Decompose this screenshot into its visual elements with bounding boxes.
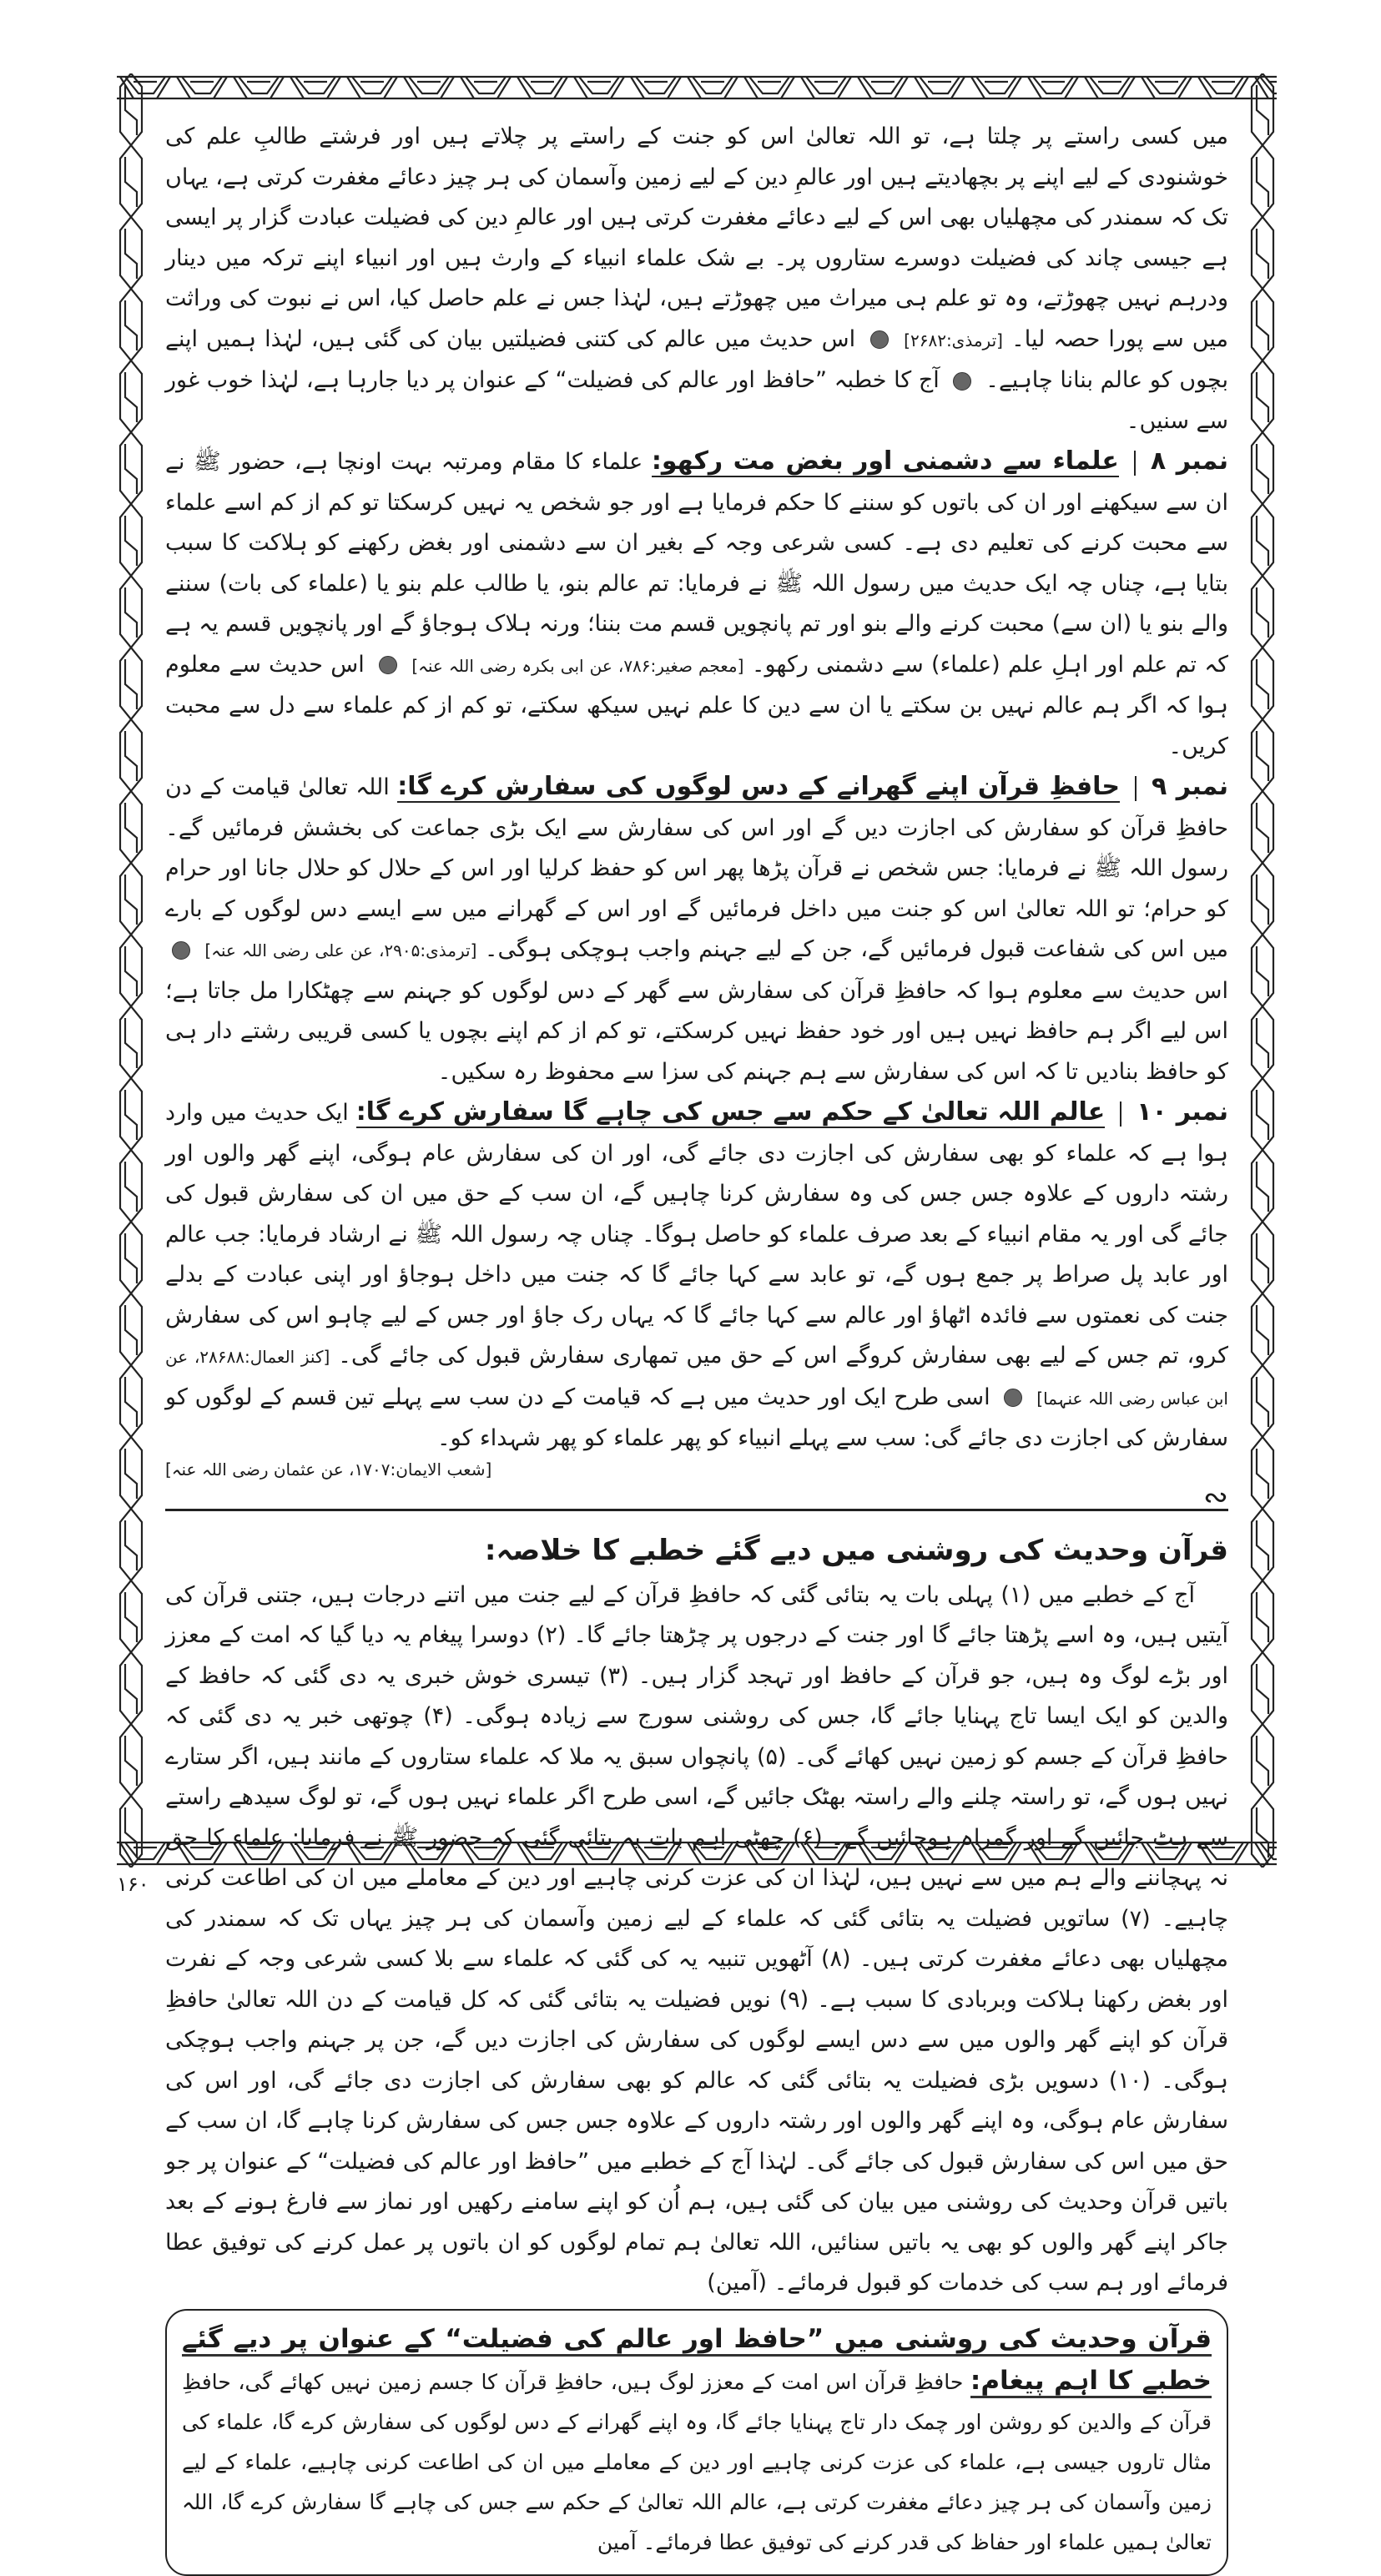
key-message-box <box>165 2309 1228 2576</box>
bullet-icon <box>379 656 397 674</box>
reference-citation: [ترمذی:۲۶۸۲] <box>904 330 1003 350</box>
bullet-icon <box>172 941 190 960</box>
intro-commentary: اس حدیث میں عالم کی کتنی فضیلتیں بیان کی گئی ہیں، لہٰذا ہمیں اپنے بچوں کو عالم بنانا چاہیے۔ <box>165 325 1229 393</box>
page-number: ۱۶۰ <box>117 1873 149 1896</box>
section-text: اللہ تعالیٰ قیامت کے دن حافظِ قرآن کو سفارش کی اجازت دیں گے اور اس کی سفارش سے ایک بڑی جماعت کی بخشش فرمائیں گے۔ رسول اللہ ﷺ نے فرمایا: جس شخص نے قرآن پڑھا پھر اس کو حفظ کرلیا اور اس کے حلال کو حلال جانا اور حرام کو حرام؛ تو اللہ تعالیٰ اس کو جنت میں داخل فرمائیں گے اور اس کے گھرانے میں سے ایسے دس لوگوں کے بارے میں اس کی شفاعت قبول فرمائیں گے، جن کے لیے جہنم واجب ہوچکی ہوگی۔ <box>165 774 1228 962</box>
decorative-border-left <box>117 73 145 1868</box>
bullet-icon <box>1004 1389 1022 1407</box>
section-number: نمبر ۸ <box>1150 446 1228 476</box>
intro-text: میں کسی راستے پر چلتا ہے، تو اللہ تعالیٰ اس کو جنت کے راستے پر چلاتے ہیں اور فرشتے طالبِ علم کی خوشنودی کے لیے اپنے پر بچھادیتے ہیں اور عالمِ دین کے لیے زمین وآسمان کی ہر چیز دعائے مغفرت کرتی ہے، یہاں تک کہ سمندر کی مچھلیاں بھی اس کے لیے دعائے مغفرت کرتی ہیں اور عالمِ دین کی فضیلت عبادت گزار پر ایسی ہے جیسی چاند کی فضیلت دوسرے ستاروں پر۔ بے شک علماء انبیاء کے وارث ہیں اور انبیاء اپنے ترکہ میں دینار ودرہم نہیں چھوڑتے، وہ تو علم ہی میراث میں چھوڑتے ہیں، لہٰذا جس نے علم حاصل کیا، اس نے نبوت کی وراثت میں سے پورا حصہ لیا۔ <box>165 124 1228 352</box>
section-heading: علماء سے دشمنی اور بغض مت رکھو: <box>651 446 1119 476</box>
intro-paragraph <box>165 117 1228 441</box>
intro-sermon-note: آج کا خطبہ ”حافظ اور عالم کی فضیلت“ کے عنوان پر دیا جارہا ہے، لہٰذا خوب غور سے سنیں۔ <box>165 367 1228 434</box>
section-10 <box>165 1092 1228 1459</box>
swirl-ornament-icon: ∾ <box>1202 1480 1228 1515</box>
section-heading: عالم اللہ تعالیٰ کے حکم سے جس کی چاہے گا سفارش کرے گا: <box>355 1097 1106 1127</box>
reference-citation: [ترمذی:۲۹۰۵، عن علی رضی اللہ عنہ] <box>204 940 477 960</box>
bullet-icon <box>953 372 971 391</box>
section-commentary: اس حدیث سے معلوم ہوا کہ اگر ہم عالم نہیں بن سکتے یا ان سے دین کا علم نہیں سیکھ سکتے، تو کم از کم علماء سے دل سے محبت کریں۔ <box>165 651 1228 759</box>
decorative-border-right <box>1248 73 1277 1868</box>
section-number: نمبر ۱۰ <box>1137 1097 1228 1127</box>
section-9 <box>165 767 1228 1092</box>
summary-title: قرآن وحدیث کی روشنی میں دیے گئے خطبے کا خلاصہ: <box>484 1533 1228 1567</box>
section-heading: حافظِ قرآن اپنے گھرانے کے دس لوگوں کی سفارش کرے گا: <box>397 772 1121 801</box>
key-message-paragraph <box>182 2319 1212 2563</box>
section-commentary: اسی طرح ایک اور حدیث میں ہے کہ قیامت کے دن سب سے پہلے تین قسم کے لوگوں کو سفارش کی اجازت دی جائے گی: سب سے پہلے انبیاء کو پھر علماء کو پھر شہداء کو۔ <box>165 1384 1228 1451</box>
section-divider <box>165 1480 1228 1518</box>
section-8 <box>165 441 1228 767</box>
section-commentary: اس حدیث سے معلوم ہوا کہ حافظِ قرآن کی سفارش سے گھر کے دس لوگوں کو جہنم سے چھٹکارا مل جاتا ہے؛ اس لیے اگر ہم حافظ نہیں ہیں اور خود حفظ نہیں کرسکتے، تو کم از کم اپنے بچوں یا کسی قریبی رشتے دار ہی کو حافظ بنادیں تا کہ اس کی سفارش سے ہم جہنم کی سزا سے محفوظ رہ سکیں۔ <box>165 977 1228 1085</box>
key-message-title: قرآن وحدیث کی روشنی میں ”حافظ اور عالم کی فضیلت“ کے عنوان پر دیے گئے خطبے کا اہم پیغام: <box>182 2324 1212 2398</box>
page-content <box>165 117 1229 2554</box>
summary-text: آج کے خطبے میں (۱) پہلی بات یہ بتائی گئی کہ حافظِ قرآن کے لیے جنت میں اتنے درجات ہیں، جتنی قرآن کی آیتیں ہیں، وہ اسے پڑھتا جائے گا اور جنت کے درجوں پر چڑھتا جائے گا۔ (۲) دوسرا پیغام یہ دیا گیا کہ امت کے معزز اور بڑے لوگ وہ ہیں، جو قرآن کے حافظ اور تہجد گزار ہیں۔ (۳) تیسری خوش خبری یہ دی گئی کہ حافظ کے والدین کو ایک ایسا تاج پہنایا جائے گا، جس کی روشنی سورج سے زیادہ ہوگی۔ (۴) چوتھی خبر یہ دی گئی کہ حافظِ قرآن کے جسم کو زمین نہیں کھائے گی۔ (۵) پانچواں سبق یہ ملا کہ علماء ستاروں کے مانند ہیں، اگر ستارے نہیں ہوں گے، تو راستہ چلنے والے راستہ بھٹک جائیں گے، اسی طرح اگر علماء نہیں ہوں گے، تو لوگ سیدھے راستے سے ہٹ جائیں گے اور گمراہ ہوجائیں گے۔ (۶) چھٹی اہم بات یہ بتائی گئی کہ حضور ﷺ نے فرمایا: علماء کا حق نہ پہچاننے والے ہم میں سے نہیں ہیں، لہٰذا ان کی عزت کرنی چاہیے اور دین کے معاملے میں ان کی اطاعت کرنی چاہیے۔ (۷) ساتویں فضیلت یہ بتائی گئی کہ علماء کے لیے زمین وآسمان کی ہر چیز یہاں تک کہ سمندر کی مچھلیاں بھی دعائے مغفرت کرتی ہیں۔ (۸) آٹھویں تنبیہ یہ کی گئی کہ علماء سے بلا کسی شرعی وجہ کے نفرت اور بغض رکھنا ہلاکت وبربادی کا سبب ہے۔ (۹) نویں فضیلت یہ بتائی گئی کہ کل قیامت کے دن اللہ تعالیٰ حافظِ قرآن کو اپنے گھر والوں میں سے دس ایسے لوگوں کی سفارش کی اجازت دیں گے، جن پر جہنم واجب ہوچکی ہوگی۔ (۱۰) دسویں بڑی فضیلت یہ بتائی گئی کہ عالم کو بھی سفارش کی اجازت دی جائے گی، اور اس کی سفارش عام ہوگی، وہ اپنے گھر والوں اور رشتہ داروں کے علاوہ جس جس کی سفارش کرنا چاہے گا، ان سب کے حق میں اس کی سفارش قبول کی جائے گی۔ لہٰذا آج کے خطبے میں ”حافظ اور عالم کی فضیلت“ کے عنوان پر جو باتیں قرآن وحدیث کی روشنی میں بیان کی گئی ہیں، ہم اُن کو اپنے سامنے رکھیں اور نماز سے فارغ ہونے کے بعد جاکر اپنے گھر والوں کو بھی یہ باتیں سنائیں، اللہ تعالیٰ ہم تمام لوگوں کو ان باتوں پر عمل کرنے کی توفیق عطا فرمائے اور ہم سب کی خدمات کو قبول فرمائے۔ (آمین) <box>165 1581 1229 2296</box>
reference-citation: [کنز العمال:۲۸۶۸۸، عن ابن عباس رضی اللہ عنہما] <box>165 1347 1228 1409</box>
reference-citation: [معجم صغیر:۷۸۶، عن ابی بکرہ رضی اللہ عنہ] <box>411 655 744 676</box>
reference-text: [شعب الایمان:۱۷۰۷، عن عثمان رضی اللہ عنہ] <box>165 1459 492 1480</box>
decorative-border-top <box>117 73 1277 102</box>
section-text: ایک حدیث میں وارد ہوا ہے کہ علماء کو بھی سفارش کی اجازت دی جائے گی، اور ان کی سفارش عام ہوگی، اپنے گھر والوں اور رشتہ داروں کے علاوہ جس جس کی وہ سفارش کرنا چاہیں گے، ان سب کے حق میں ان کی سفارش قبول کی جائے گی اور یہ مقام انبیاء کے بعد صرف علماء کو حاصل ہوگا۔ چناں چہ رسول اللہ ﷺ نے ارشاد فرمایا: جب عالم اور عابد پل صراط پر جمع ہوں گے، تو عابد سے کہا جائے گا کہ جنت میں داخل ہوجاؤ اور اپنی عبادت کے بدلے جنت کی نعمتوں سے فائدہ اٹھاؤ اور عالم سے کہا جائے گا کہ یہاں رک جاؤ اور جس کے لیے چاہو اس کی سفارش کرو، تم جس کے لیے بھی سفارش کروگے اس کے حق میں تمھاری سفارش قبول کی جائے گی۔ <box>165 1100 1228 1369</box>
bullet-icon <box>870 330 889 349</box>
divider-line <box>165 1509 1228 1511</box>
reference-citation-secondary <box>165 1459 1228 1480</box>
separator-bar <box>1120 1101 1121 1127</box>
key-message-text: حافظِ قرآن اس امت کے معزز لوگ ہیں، حافظِ قرآن کا جسم زمین نہیں کھائے گی، حافظِ قرآن کے والدین کو روشن اور چمک دار تاج پہنایا جائے گا، وہ اپنے گھرانے کے دس لوگوں کی سفارش کرے گا، علماء کی مثال تاروں جیسی ہے، علماء کی عزت کرنی چاہیے اور دین کے معاملے میں ان کی اطاعت کرنی چاہیے، علماء کے لیے زمین وآسمان کی ہر چیز دعائے مغفرت کرتی ہے، عالم اللہ تعالیٰ کے حکم سے جس کی چاہے گا سفارش کرے گا، اللہ تعالیٰ ہمیں علماء اور حفاظ کی قدر کرنے کی توفیق عطا فرمائے۔ آمین <box>182 2369 1212 2554</box>
separator-bar <box>1135 776 1137 801</box>
separator-bar <box>1134 451 1136 476</box>
section-number: نمبر ۹ <box>1152 772 1228 801</box>
summary-paragraph <box>165 1575 1228 2304</box>
section-text: علماء کا مقام ومرتبہ بہت اونچا ہے، حضور ﷺ نے ان سے سیکھنے اور ان کی باتوں کو سننے کا حکم فرمایا ہے اور جو شخص یہ نہیں کرسکتا تو کم از کم اسے علماء سے محبت کرنے کی تعلیم دی ہے۔ کسی شرعی وجہ کے بغیر ان سے دشمنی اور بغض رکھنے کو ہلاکت کا سبب بتایا ہے، چناں چہ ایک حدیث میں رسول اللہ ﷺ نے فرمایا: تم عالم بنو، یا طالب علم بنو یا (علماء کی بات) سننے والے بنو یا (ان سے) محبت کرنے والے بنو اور تم پانچویں قسم مت بننا؛ ورنہ ہلاک ہوجاؤ گے اور پانچویں قسم یہ ہے کہ تم علم اور اہلِ علم (علماء) سے دشمنی رکھو۔ <box>165 449 1228 678</box>
